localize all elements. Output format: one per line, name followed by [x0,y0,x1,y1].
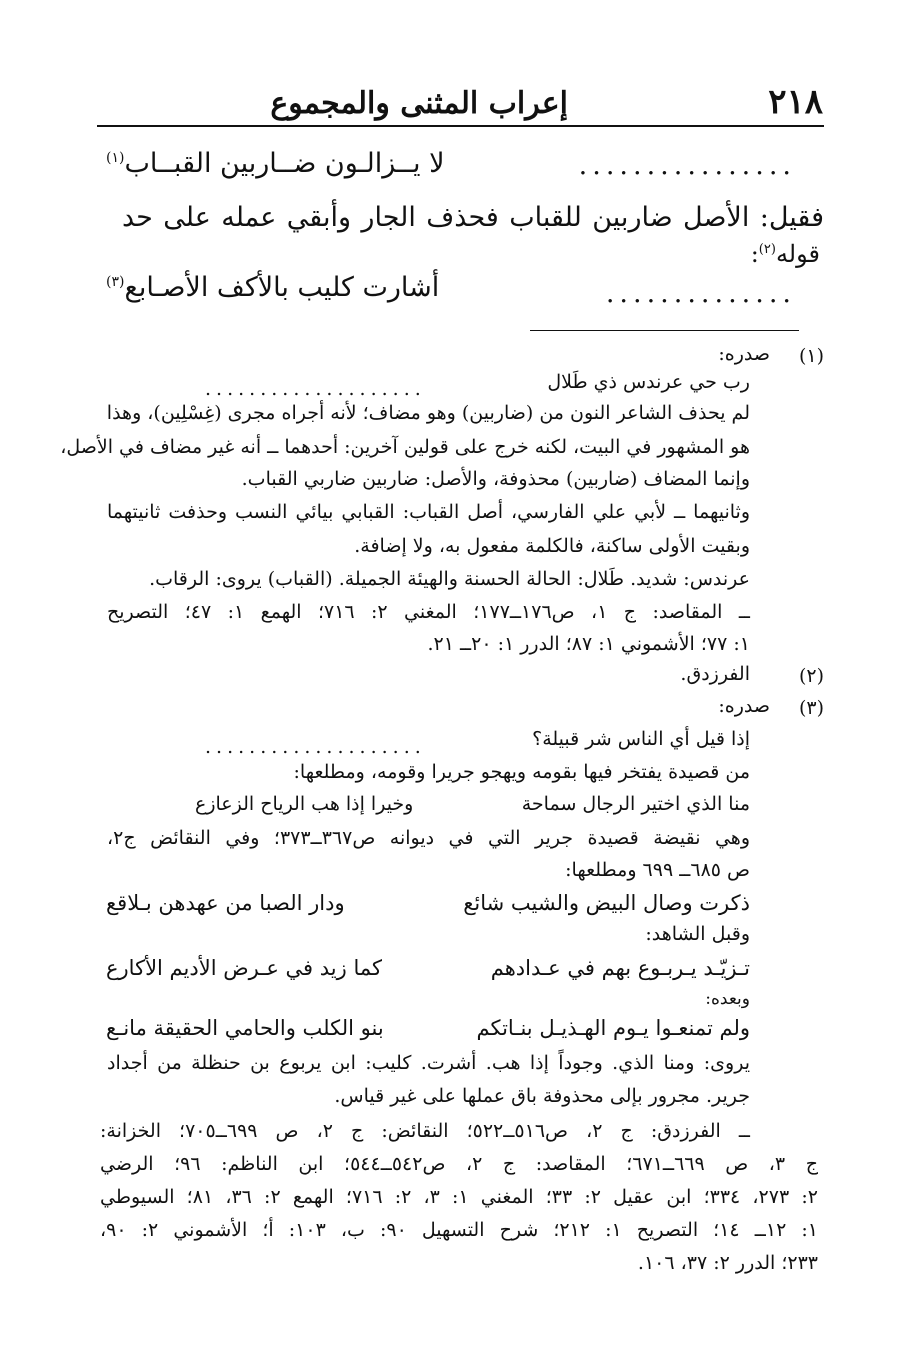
footnote1-line: لم يحذف الشاعر النون من (ضاربين) وهو مضاف؛ لأنه أجراه مجرى (غِسْلِين)، وهذا [106,402,750,424]
footnote1-label: صدره: [718,343,770,365]
footnote1-verse: رب حي عرندس ذي طَلال [547,371,750,393]
verse2-ref: (٣) [106,274,125,290]
footnote3-jarir-left: ودار الصبا من عهدهن بـلاقع [106,891,345,915]
footnote1-line: عرندس: شديد. طَلال: الحالة الحسنة والهيئة الجميلة. (القباب) يروى: الرقاب. [149,568,750,590]
footnote3-opening-right: منا الذي اختير الرجال سماحة [521,793,750,815]
footnote3-ref-line: ١: ١٢ــ ١٤؛ التصريح ١: ٢١٢؛ شرح التسهيل ٩٠: ب، ١٠٣: أ؛ الأشموني ٢: ٩٠، [100,1219,818,1241]
footnote3-note-line: جرير. مجرور بإلى محذوفة باق عملها على غير قياس. [334,1085,750,1107]
verse1-hemistich: لا يــزالـون ضــاربين القبــاب [124,148,445,179]
footnote1-verse-dots: .................... [205,378,426,400]
para1-quote-word: قوله [775,240,820,268]
footnote1-line: وبقيت الأولى ساكنة، فالكلمة مفعول به، ولا إضافة. [354,535,750,557]
footnote1-line: هو المشهور في البيت، لكنه خرج على قولين آخرين: أحدهما ــ أنه غير مضاف في الأصل، [60,436,750,458]
footnote3-jarir-right: ذكرت وصال البيض والشيب شائع [463,891,750,915]
verse2-hemistich: أشارت كليب بالأكف الأصـابع [124,272,440,303]
footnote3-label: صدره: [718,695,770,717]
footnote3-number: (٣) [798,697,824,719]
footnote1-line: ١: ٧٧؛ الأشموني ١: ٨٧؛ الدرر ١: ٢٠ــ ٢١. [427,633,750,655]
page-number: ٢١٨ [768,82,823,122]
footnote3-opening-left: وخيرا إذا هب الرياح الزعازع [195,793,414,815]
footnote2-number: (٢) [798,665,824,687]
footnote1-line: وثانيهما ــ لأبي علي الفارسي، أصل القباب: القبابي بيائي النسب وحذفت ثانيتهما [107,501,750,523]
verse2-dots: .............. [605,278,796,309]
footnote-separator [530,330,799,331]
footnote3-after-label: وبعده: [705,989,750,1009]
footnote3-para-line: ص ٦٨٥ــ ٦٩٩ ومطلعها: [565,859,750,881]
footnote2-text: الفرزدق. [680,663,750,685]
footnote1-number: (١) [798,345,824,367]
verse1-ref: (١) [106,150,125,166]
page-title: إعراب المثنى والمجموع [270,86,568,121]
footnote1-line: ــ المقاصد: ج ١، ص١٧٦ــ١٧٧؛ المغني ٢: ٧١٦؛ الهمع ١: ٤٧؛ التصريح [107,601,750,623]
para1-colon: : [750,240,759,268]
footnote3-note-line: يروى: ومنا الذي. وجوداً إذا هب. أشرت. كليب: ابن يربوع بن حنظلة من أجداد [107,1052,750,1074]
footnote3-before-left: كما زيد في عـرض الأديم الأكارع [106,956,382,980]
para1-ref: (٢) [758,242,776,257]
footnote3-after-left: بنو الكلب والحامي الحقيقة مانـع [106,1016,384,1040]
footnote3-ref-line: ج ٣، ص ٦٦٩ــ٦٧١؛ المقاصد: ج ٢، ص٥٤٢ــ٥٤٤؛ ابن الناظم: ٩٦؛ الرضي [100,1153,818,1175]
footnote3-intro: من قصيدة يفتخر فيها بقومه ويهجو جريرا وقومه، ومطلعها: [293,761,750,783]
para1-line2 [751,240,820,268]
footnote1-line: وإنما المضاف (ضاربين) محذوفة، والأصل: ضاربين ضاربي القباب. [241,468,750,490]
footnote3-ref-line: ٢٣٣؛ الدرر ٢: ٣٧، ١٠٦. [637,1252,818,1274]
para1-line1: فقيل: الأصل ضاربين للقباب فحذف الجار وأبقي عمله على حد [122,202,824,233]
footnote3-before-right: تـزيّـد يـربـوع بهم في عـدادهم [490,956,750,980]
verse1-dots: ................ [578,150,796,181]
footnote3-before-label: وقبل الشاهد: [645,923,750,945]
footnote3-ref-line: ــ الفرزدق: ج ٢، ص٥١٦ــ٥٢٢؛ النقائض: ج ٢، ص ٦٩٩ــ٧٠٥؛ الخزانة: [100,1120,750,1142]
footnote3-para-line: وهي نقيضة قصيدة جرير التي في ديوانه ص٣٦٧ــ٣٧٣؛ وفي النقائض ج٢، [107,827,750,849]
footnote3-after-right: ولم تمنعـوا يـوم الهـذيـل بنـاتكم [476,1016,750,1040]
verse1-text [106,148,445,179]
footnote3-verse: إذا قيل أي الناس شر قبيلة؟ [532,728,750,750]
footnote3-ref-line: ٢: ٢٧٣، ٣٣٤؛ ابن عقيل ٢: ٣٣؛ المغني ١: ٣، ٢: ٧١٦؛ الهمع ٢: ٣٦، ٨١؛ السيوطي [100,1186,818,1208]
verse2-text [106,272,439,303]
header-rule [97,125,824,127]
footnote3-verse-dots: .................... [205,736,426,758]
